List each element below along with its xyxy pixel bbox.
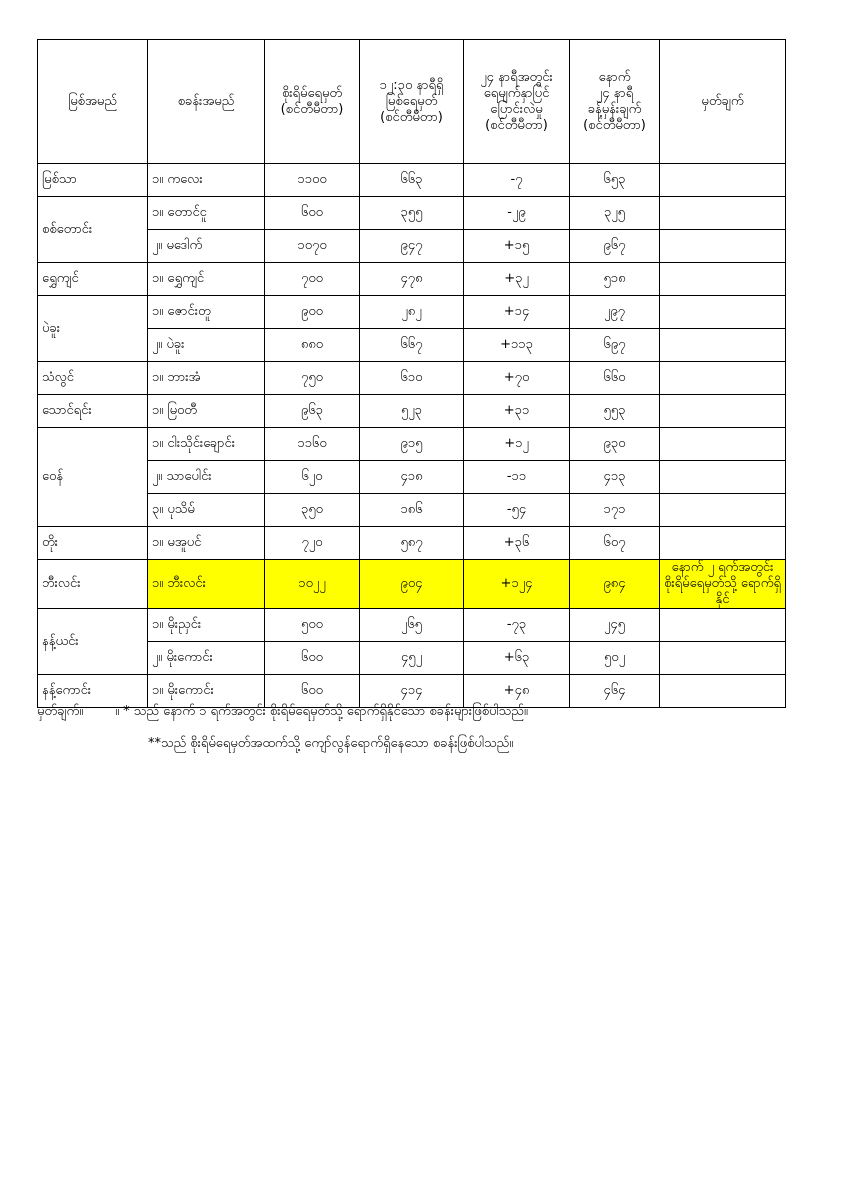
remark — [660, 296, 786, 329]
footnote-line-1: ။ * သည် နောက် ၁ ရက်အတွင်း စိုးရိမ်ရေမှတ်သို့ ရောက်ရှိနိုင်သော စခန်းများဖြစ်ပါသည်။ — [115, 704, 528, 719]
forecast-level: ၉၆၇ — [570, 230, 660, 263]
table-row — [38, 197, 786, 230]
level-change: -၂၉ — [464, 197, 570, 230]
current-level: ၆၁၀ — [360, 362, 464, 395]
table-row — [38, 609, 786, 642]
station-name: ၁။ ဇောင်းတူ — [148, 296, 265, 329]
river-name: ဘီးလင်း — [38, 560, 148, 609]
table-row — [38, 494, 786, 527]
forecast-level: ၆၆၀ — [570, 362, 660, 395]
footnote-single-star — [37, 703, 528, 721]
station-name: ၃။ ပုသိမ် — [148, 494, 265, 527]
river-name: နန့်ကောင်း — [38, 675, 148, 708]
header-danger-level: စိုးရိမ်ရေမှတ် (စင်တီမီတာ) — [265, 40, 360, 164]
level-change: +၇၀ — [464, 362, 570, 395]
river-name: နန့်ယင်း — [38, 609, 148, 675]
danger-level: ၉၆၃ — [265, 395, 360, 428]
forecast-level: ၅၀၂ — [570, 642, 660, 675]
remark — [660, 395, 786, 428]
current-level: ၅၂၃ — [360, 395, 464, 428]
header-river: မြစ်အမည် — [38, 40, 148, 164]
river-name: မြစ်သာ — [38, 164, 148, 197]
station-name: ၂။ သာပေါင်း — [148, 461, 265, 494]
level-change: +၃၆ — [464, 527, 570, 560]
header-current-level: ၁၂:၃၀ နာရီရှိ မြစ်ရေမှတ် (စင်တီမီတာ) — [360, 40, 464, 164]
remark — [660, 263, 786, 296]
level-change: +၁၂ — [464, 428, 570, 461]
forecast-level: ၂၄၅ — [570, 609, 660, 642]
danger-level: ၉၀၀ — [265, 296, 360, 329]
remark — [660, 609, 786, 642]
table-row-highlighted — [38, 560, 786, 609]
current-level: ၆၆၃ — [360, 164, 464, 197]
station-name: ၂။ ပဲခူး — [148, 329, 265, 362]
station-name: ၁။ မြဝတီ — [148, 395, 265, 428]
current-level: ၆၆၇ — [360, 329, 464, 362]
table-row — [38, 428, 786, 461]
forecast-level: ၆၅၃ — [570, 164, 660, 197]
level-change: -၇၃ — [464, 609, 570, 642]
table-row — [38, 642, 786, 675]
header-station: စခန်းအမည် — [148, 40, 265, 164]
river-name: တိုး — [38, 527, 148, 560]
river-name: စစ်တောင်း — [38, 197, 148, 263]
current-level: ၉၀၄ — [360, 560, 464, 609]
station-name: ၁။ မိုးကောင်း — [148, 675, 265, 708]
current-level: ၉၁၅ — [360, 428, 464, 461]
level-change: +၁၁၃ — [464, 329, 570, 362]
table-row — [38, 395, 786, 428]
danger-level: ၅၀၀ — [265, 609, 360, 642]
river-name: ရွှေကျင် — [38, 263, 148, 296]
level-change: -၇ — [464, 164, 570, 197]
forecast-level: ၁၇၁ — [570, 494, 660, 527]
header-24h-change: ၂၄ နာရီအတွင်း ရေမျက်နှာပြင် ပြောင်းလဲမှု (စင်တီမီတာ) — [464, 40, 570, 164]
danger-level: ၁၀၂၂ — [265, 560, 360, 609]
table-row — [38, 164, 786, 197]
forecast-level: ၅၅၃ — [570, 395, 660, 428]
level-change: +၁၄ — [464, 296, 570, 329]
forecast-level: ၄၆၄ — [570, 675, 660, 708]
danger-level: ၃၅၀ — [265, 494, 360, 527]
danger-level: ၇၅၀ — [265, 362, 360, 395]
remark — [660, 428, 786, 461]
current-level: ၁၈၆ — [360, 494, 464, 527]
level-change: +၄၈ — [464, 675, 570, 708]
station-name: ၁။ ကလေး — [148, 164, 265, 197]
remark — [660, 362, 786, 395]
danger-level: ၆၂၀ — [265, 461, 360, 494]
forecast-level: ၉၃၀ — [570, 428, 660, 461]
remark — [660, 494, 786, 527]
river-name: သံလွင် — [38, 362, 148, 395]
header-forecast: နောက် ၂၄ နာရီ ခန့်မှန်းချက် (စင်တီမီတာ) — [570, 40, 660, 164]
remark — [660, 527, 786, 560]
table-header-row — [38, 40, 786, 164]
table-row — [38, 527, 786, 560]
danger-level: ၆၀၀ — [265, 675, 360, 708]
remark — [660, 329, 786, 362]
river-name: ဝေန် — [38, 428, 148, 527]
forecast-level: ၅၁၈ — [570, 263, 660, 296]
current-level: ၄၁၄ — [360, 675, 464, 708]
remark — [660, 675, 786, 708]
table-row — [38, 263, 786, 296]
header-remark: မှတ်ချက် — [660, 40, 786, 164]
current-level: ၅၈၇ — [360, 527, 464, 560]
station-name: ၁။ တောင်ငူ — [148, 197, 265, 230]
station-name: ၁။ ဘားအံ — [148, 362, 265, 395]
station-name: ၁။ မအူပင် — [148, 527, 265, 560]
current-level: ၂၆၅ — [360, 609, 464, 642]
table-row — [38, 329, 786, 362]
forecast-level: ၃၂၅ — [570, 197, 660, 230]
danger-level: ၇၂၀ — [265, 527, 360, 560]
danger-level: ၆၀၀ — [265, 197, 360, 230]
remark — [660, 461, 786, 494]
forecast-level: ၉၈၄ — [570, 560, 660, 609]
level-change: +၁၂၄ — [464, 560, 570, 609]
remark — [660, 642, 786, 675]
current-level: ၄၁၈ — [360, 461, 464, 494]
station-name: ၁။ ငါးသိုင်းချောင်း — [148, 428, 265, 461]
level-change: +၆၃ — [464, 642, 570, 675]
current-level: ၉၄၇ — [360, 230, 464, 263]
danger-level: ၁၁၆၀ — [265, 428, 360, 461]
forecast-level: ၂၉၇ — [570, 296, 660, 329]
station-name: ၁။ ရွှေကျင် — [148, 263, 265, 296]
level-change: -၁၁ — [464, 461, 570, 494]
river-level-table — [37, 39, 786, 708]
station-name: ၂။ မိုးကောင်း — [148, 642, 265, 675]
level-change: +၁၅ — [464, 230, 570, 263]
forecast-level: ၆၀၇ — [570, 527, 660, 560]
station-name: ၂။ မဒေါက် — [148, 230, 265, 263]
level-change: +၃၂ — [464, 263, 570, 296]
remark: နောက် ၂ ရက်အတွင်း စိုးရိမ်ရေမှတ်သို့ ရောက်ရှိနိုင် — [660, 560, 786, 609]
level-change: -၅၄ — [464, 494, 570, 527]
remark — [660, 197, 786, 230]
forecast-level: ၄၁၃ — [570, 461, 660, 494]
danger-level: ၇၀၀ — [265, 263, 360, 296]
table-row — [38, 362, 786, 395]
danger-level: ၁၁၀၀ — [265, 164, 360, 197]
current-level: ၄၅၂ — [360, 642, 464, 675]
remark — [660, 164, 786, 197]
river-name: ပဲခူး — [38, 296, 148, 362]
danger-level: ၁၀၇၀ — [265, 230, 360, 263]
current-level: ၃၅၅ — [360, 197, 464, 230]
table-row — [38, 230, 786, 263]
river-name: သောင်ရင်း — [38, 395, 148, 428]
station-name: ၁။ ဘီးလင်း — [148, 560, 265, 609]
current-level: ၄၇၈ — [360, 263, 464, 296]
danger-level: ၆၀၀ — [265, 642, 360, 675]
footnote-double-star: **သည် စိုးရိမ်ရေမှတ်အထက်သို့ ကျော်လွန်ရောက်ရှိနေသော စခန်းဖြစ်ပါသည်။ — [148, 736, 514, 751]
current-level: ၂၈၂ — [360, 296, 464, 329]
level-change: +၃၁ — [464, 395, 570, 428]
danger-level: ၈၈၀ — [265, 329, 360, 362]
table-row — [38, 296, 786, 329]
remark — [660, 230, 786, 263]
forecast-level: ၆၉၇ — [570, 329, 660, 362]
table-row — [38, 461, 786, 494]
footnote-label: မှတ်ချက်။ — [37, 704, 84, 719]
station-name: ၁။ မိုးညှင်း — [148, 609, 265, 642]
